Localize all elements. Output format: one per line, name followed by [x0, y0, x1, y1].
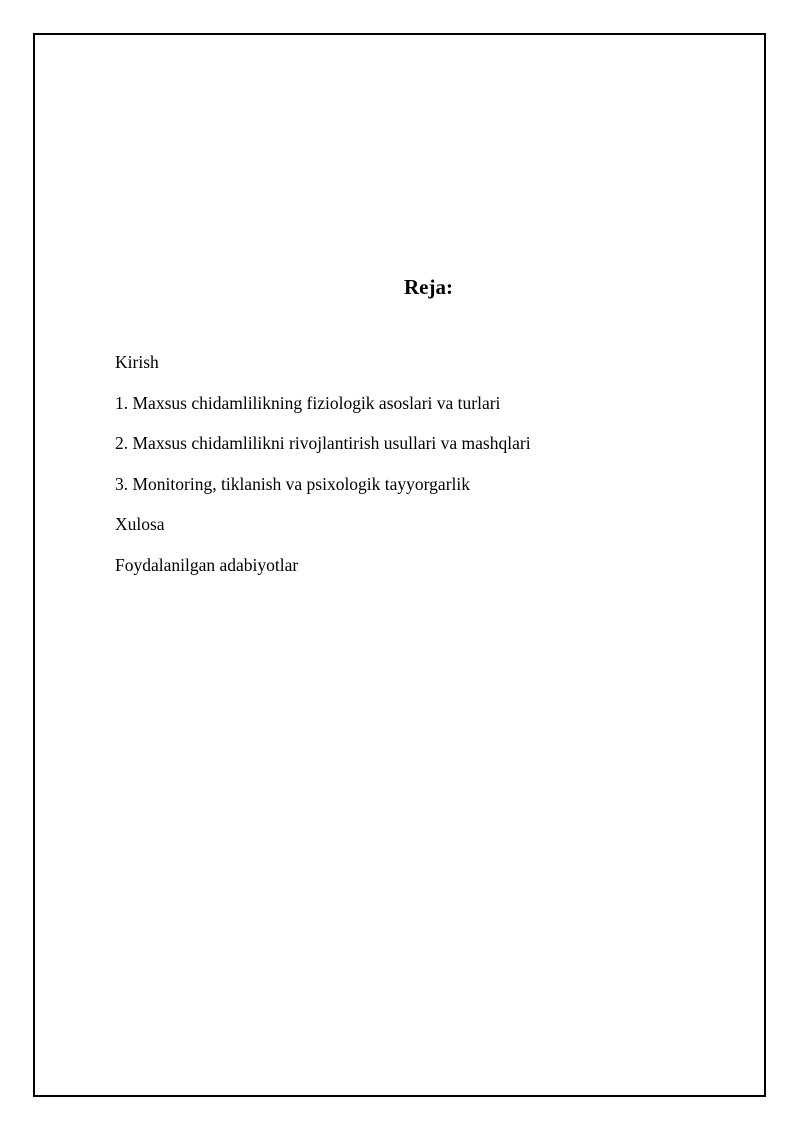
- plan-item-references: Foydalanilgan adabiyotlar: [115, 554, 299, 575]
- plan-item-chapter-2: 2. Maxsus chidamlilikni rivojlantirish usullari va mashqlari: [115, 433, 531, 454]
- plan-list: [115, 349, 531, 593]
- plan-item-conclusion: Xulosa: [115, 514, 165, 535]
- page-title: Reja:: [404, 275, 453, 299]
- plan-item-introduction: Kirish: [115, 352, 159, 372]
- plan-item-chapter-3: 3. Monitoring, tiklanish va psixologik tayyorgarlik: [115, 473, 470, 494]
- plan-item-chapter-1: 1. Maxsus chidamlilikning fiziologik asoslari va turlari: [115, 392, 501, 413]
